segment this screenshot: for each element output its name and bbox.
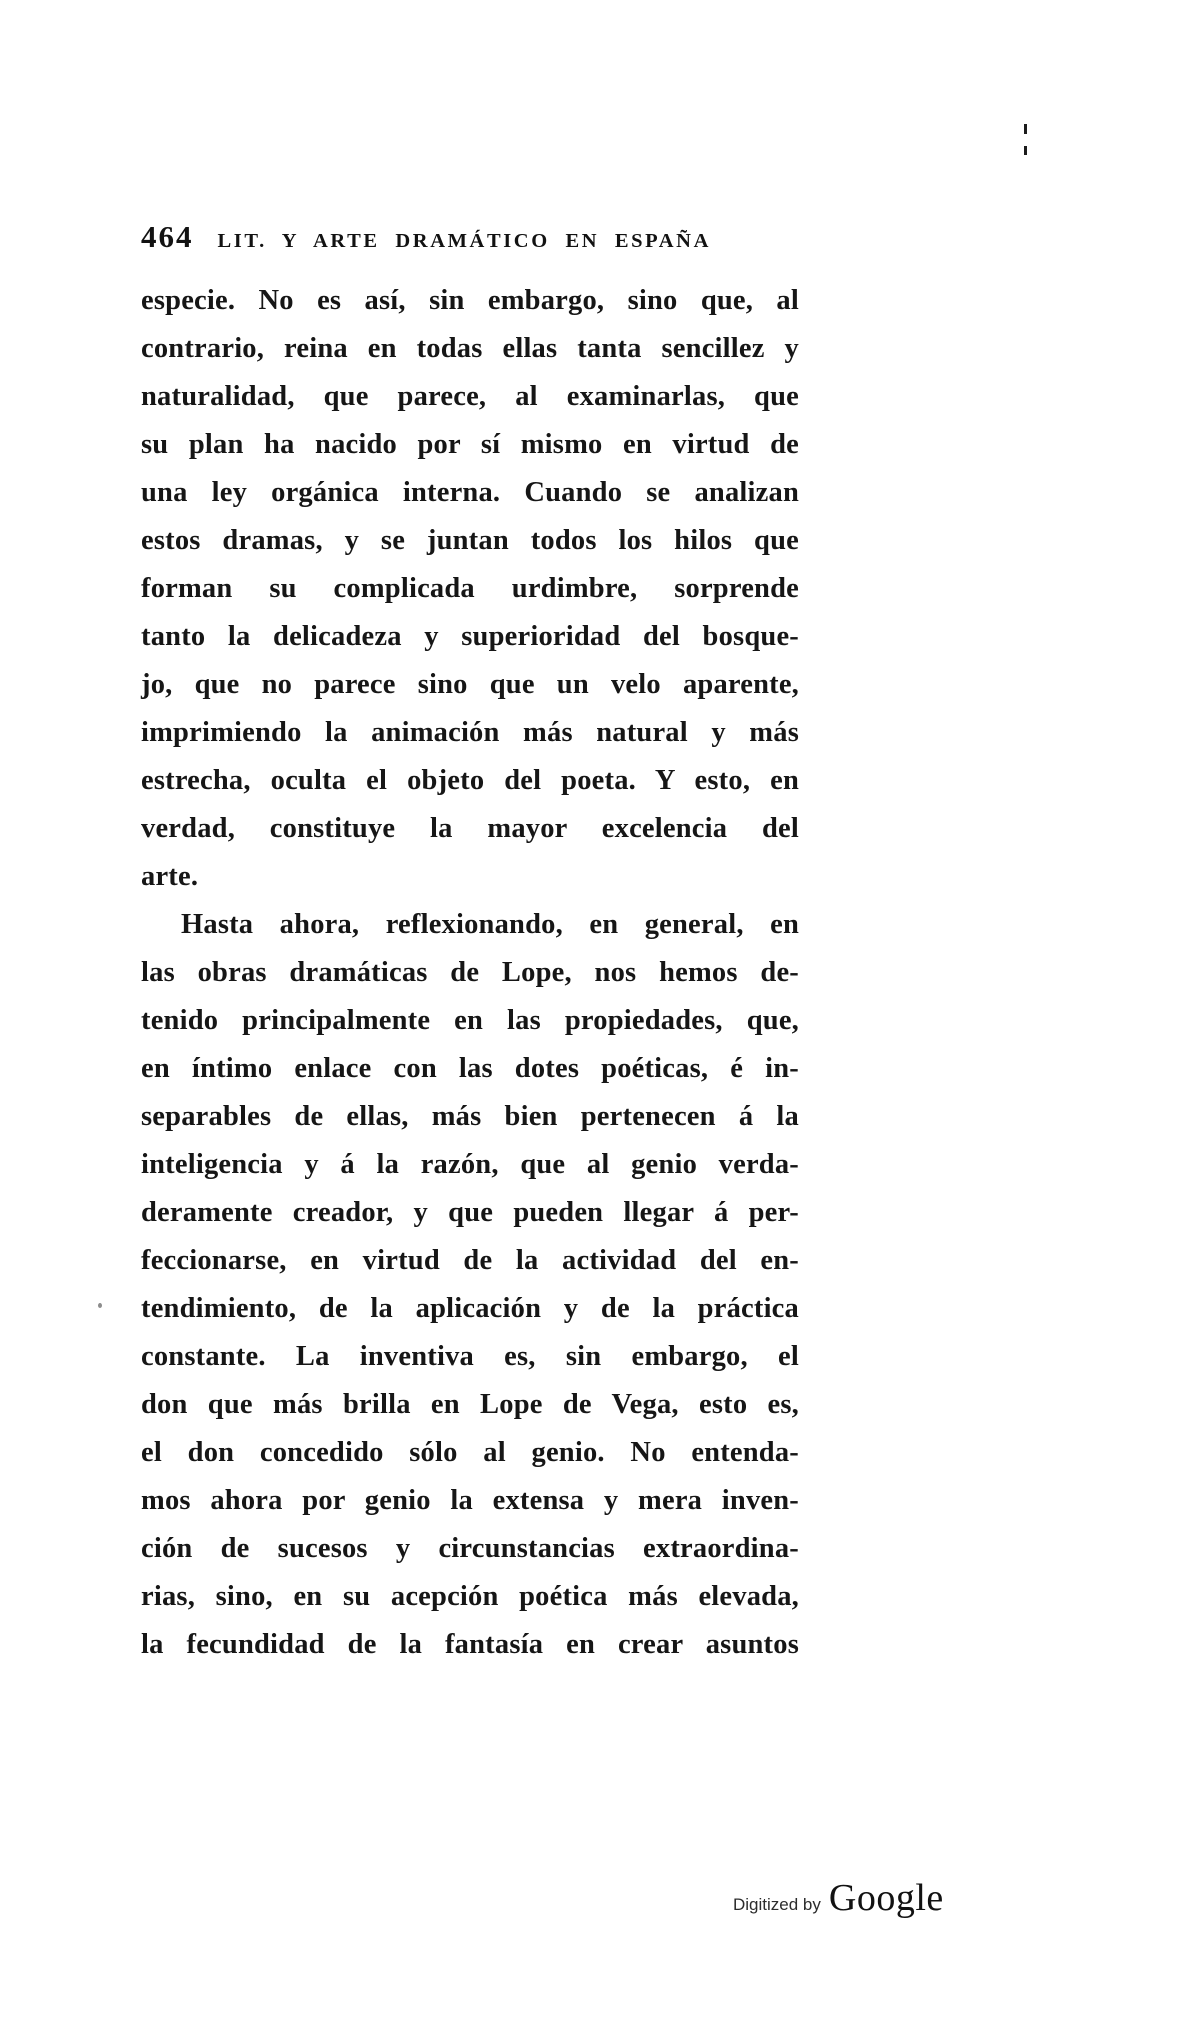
page-number: 464	[141, 219, 194, 254]
text-line: estos dramas, y se juntan todos los hilos que	[141, 525, 799, 556]
text-line: inteligencia y á la razón, que al genio verda-	[141, 1149, 799, 1180]
text-line: estrecha, oculta el objeto del poeta. Y esto, en	[141, 765, 799, 796]
text-line: don que más brilla en Lope de Vega, esto es,	[141, 1389, 799, 1420]
text-line: separables de ellas, más bien pertenecen á la	[141, 1101, 799, 1132]
digitized-footer	[733, 1876, 944, 1920]
text-line: en íntimo enlace con las dotes poéticas, é in-	[141, 1053, 799, 1084]
text-line: feccionarse, en virtud de la actividad del en-	[141, 1245, 799, 1276]
page-body-text	[141, 277, 799, 1669]
text-line: jo, que no parece sino que un velo aparente,	[141, 669, 799, 700]
text-line: contrario, reina en todas ellas tanta sencillez y	[141, 333, 799, 364]
text-line: imprimiendo la animación más natural y más	[141, 717, 799, 748]
text-line: la fecundidad de la fantasía en crear asuntos	[141, 1629, 799, 1660]
text-line: tendimiento, de la aplicación y de la práctica	[141, 1293, 799, 1324]
running-head-title: LIT. Y ARTE DRAMÁTICO EN ESPAÑA	[217, 230, 711, 252]
ink-mark	[1024, 124, 1027, 134]
text-line: arte.	[141, 861, 199, 892]
text-line: constante. La inventiva es, sin embargo, el	[141, 1341, 799, 1372]
google-logo: Google	[828, 1877, 944, 1919]
text-line: forman su complicada urdimbre, sorprende	[141, 573, 799, 604]
text-line: tenido principalmente en las propiedades, que,	[141, 1005, 799, 1036]
text-line: ción de sucesos y circunstancias extraordina-	[141, 1533, 799, 1564]
ink-speck	[98, 1303, 102, 1308]
text-line: tanto la delicadeza y superioridad del bosque-	[141, 621, 799, 652]
text-line: el don concedido sólo al genio. No entenda-	[141, 1437, 799, 1468]
running-head	[141, 219, 801, 255]
ink-mark	[1024, 146, 1027, 155]
text-line: Hasta ahora, reflexionando, en general, en	[181, 909, 799, 940]
text-line: naturalidad, que parece, al examinarlas, que	[141, 381, 799, 412]
digitized-by-label: Digitized by	[733, 1895, 821, 1914]
text-line: verdad, constituye la mayor excelencia del	[141, 813, 799, 844]
text-line: rias, sino, en su acepción poética más elevada,	[141, 1581, 799, 1612]
text-line: deramente creador, y que pueden llegar á per-	[141, 1197, 799, 1228]
text-line: su plan ha nacido por sí mismo en virtud de	[141, 429, 799, 460]
text-line: una ley orgánica interna. Cuando se analizan	[141, 477, 799, 508]
text-line: mos ahora por genio la extensa y mera inven-	[141, 1485, 799, 1516]
text-line: las obras dramáticas de Lope, nos hemos de-	[141, 957, 799, 988]
text-line: especie. No es así, sin embargo, sino que, al	[141, 285, 799, 316]
